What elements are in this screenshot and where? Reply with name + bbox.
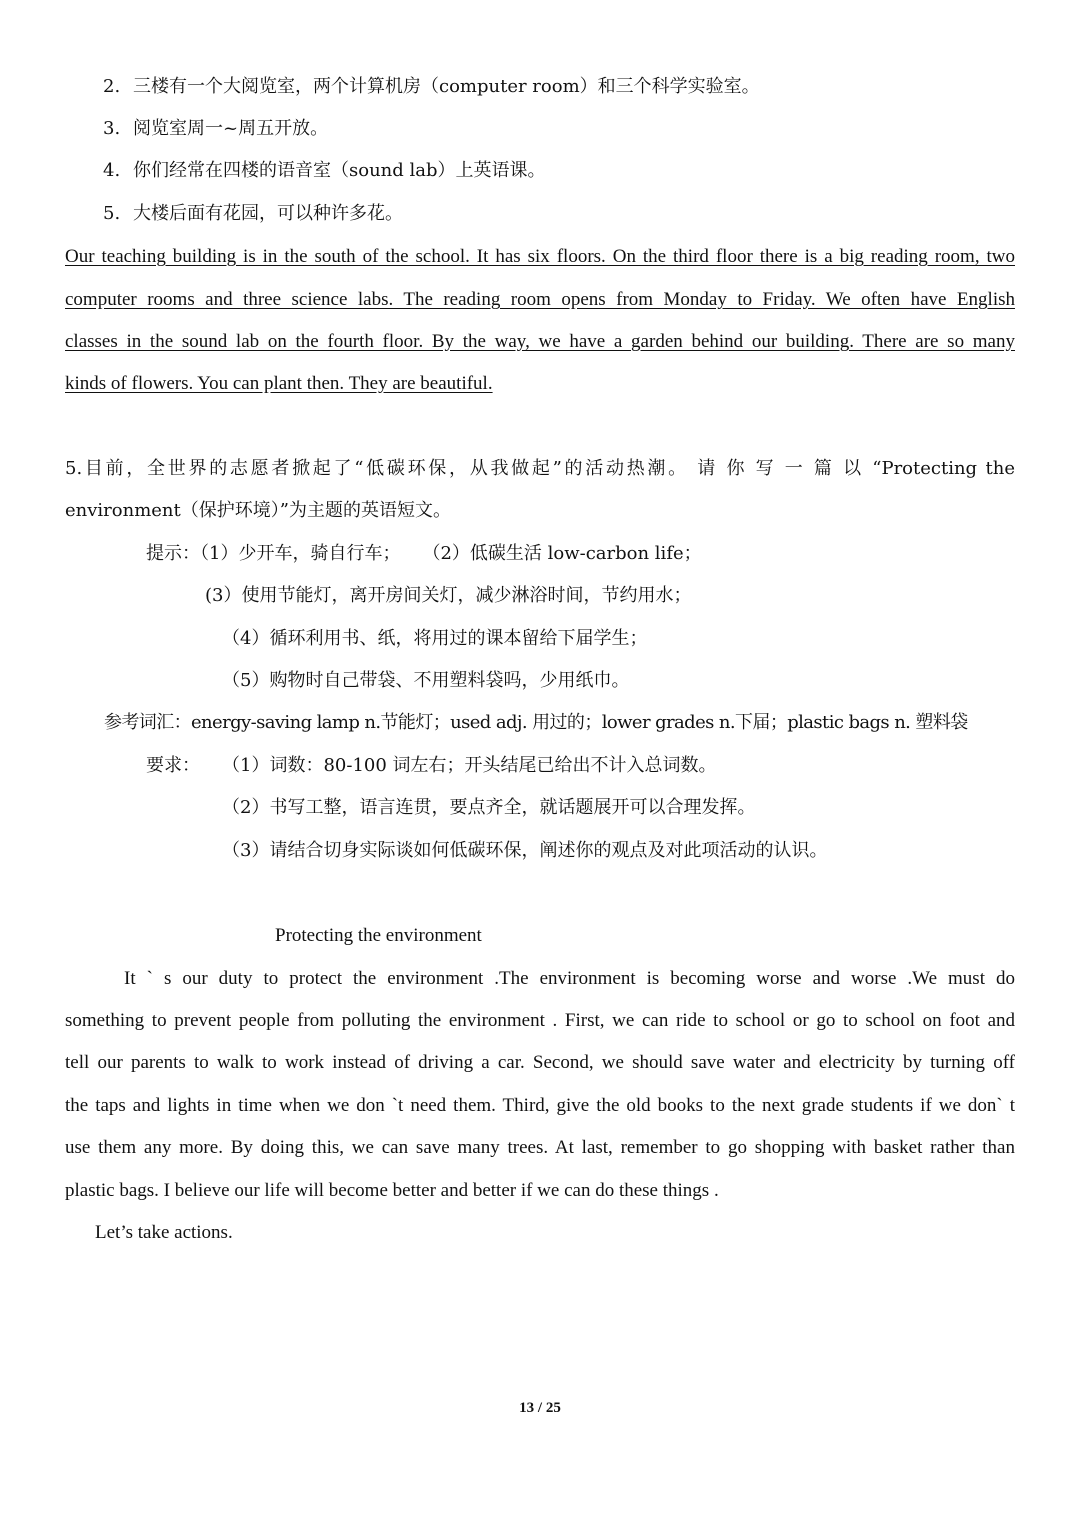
list-text: 你们经常在四楼的语音室（sound lab）上英语课。 [133,160,546,181]
essay-line: the taps and lights in time when we don `t need them. Third, give the old books to the next grade students if we don` t [65,1095,1015,1116]
requirement-3: （3）请结合切身实际谈如何低碳环保，阐述你的观点及对此项活动的认识。 [222,840,828,861]
essay-line: use them any more. By doing this, we can save many trees. At last, remember to go shopping with basket rather than [65,1137,1015,1158]
essay-line: tell our parents to walk to work instead of driving a car. Second, we should save water and electricity by turning off [65,1052,1015,1073]
list-item [103,75,760,99]
list-text: 三楼有一个大阅览室，两个计算机房（computer room）和三个科学实验室。 [133,76,760,97]
hint-2: （2）低碳生活 low-carbon life； [422,543,702,564]
answer-line: computer rooms and three science labs. The reading room opens from Monday to Friday. We often have English [65,289,1015,310]
essay-closing: Let’s take actions. [95,1222,233,1243]
requirement-2: （2）书写工整，语言连贯，要点齐全，就话题展开可以合理发挥。 [222,797,756,818]
hints-label: 提示： [146,543,200,564]
essay-line: something to prevent people from polluting the environment . First, we can ride to school or go to school on foot and [65,1010,1015,1031]
essay-line: It ` s our duty to protect the environment .The environment is becoming worse and worse .We must do [124,968,1015,989]
list-text: 阅览室周一~周五开放。 [133,118,329,139]
list-item [103,117,328,141]
essay-line: plastic bags. I believe our life will become better and better if we can do these things . [65,1180,719,1201]
hint-5: （5）购物时自己带袋、不用塑料袋吗，少用纸巾。 [222,670,630,691]
requirements-label: 要求： [146,755,200,776]
vocab-label: 参考词汇： [104,712,191,733]
page-number: 13 / 25 [519,1400,561,1416]
requirements-row-1 [146,754,717,778]
list-item [103,159,546,183]
hint-3: (3）使用节能灯，离开房间关灯，减少淋浴时间，节约用水； [205,585,692,606]
vocab-row [104,711,968,735]
answer-line: classes in the sound lab on the fourth floor. By the way, we have a garden behind our building. There are so many [65,331,1015,352]
requirement-1: （1）词数：80-100 词左右；开头结尾已给出不计入总词数。 [222,755,717,776]
list-number: 4. [103,160,121,181]
hint-4: （4）循环利用书、纸，将用过的课本留给下届学生； [222,628,648,649]
answer-line: kinds of flowers. You can plant then. They are beautiful. [65,373,493,394]
vocab-text: energy-saving lamp n.节能灯；used adj. 用过的；lower grades n.下届；plastic bags n. 塑料袋 [191,712,968,733]
hint-1: （1）少开车，骑自行车； [200,543,401,564]
list-number: 3. [103,118,121,139]
essay-title: Protecting the environment [275,925,482,946]
list-item [103,202,403,226]
list-number: 2. [103,76,121,97]
list-text: 大楼后面有花园，可以种许多花。 [133,203,403,224]
question-text-line-2: environment（保护环境）”为主题的英语短文。 [65,500,451,521]
hints-row-1 [146,542,702,566]
question-text-line-1: 5.目前，全世界的志愿者掀起了“低碳环保，从我做起”的活动热潮。 请 你 写 一 篇 以 “Protecting the [65,458,1015,479]
answer-line: Our teaching building is in the south of the school. It has six floors. On the third floor there is a big reading room, two [65,246,1015,267]
list-number: 5. [103,203,121,224]
